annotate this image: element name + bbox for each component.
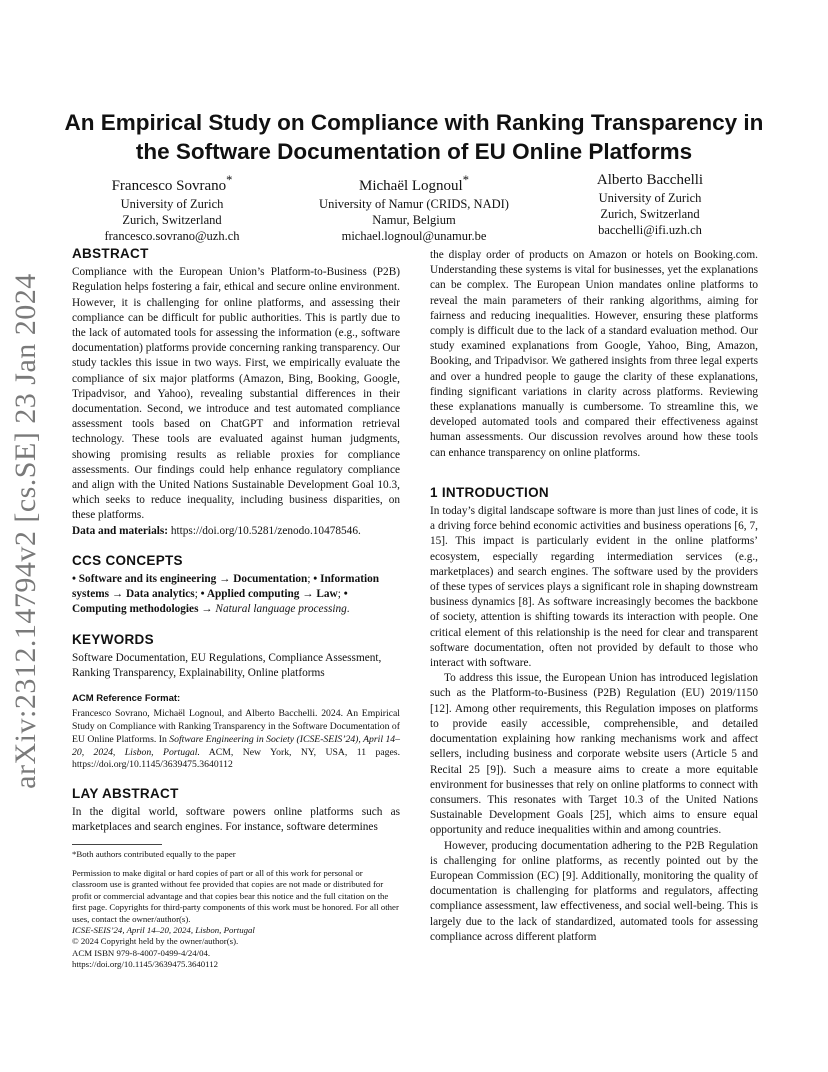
doi-link[interactable]: https://doi.org/10.1145/3639475.3640112	[72, 959, 219, 970]
left-column	[72, 246, 400, 971]
arxiv-id[interactable]: arXiv:2312.14794v2 [cs.SE] 23 Jan 2024	[9, 273, 42, 789]
paper-title: An Empirical Study on Compliance with Ranking Transparency in the Software Documentation of EU Online Platforms	[64, 110, 764, 164]
data-materials	[72, 524, 400, 539]
ccs-item: • Software and its engineering → Documentation	[72, 573, 308, 586]
author-block	[60, 170, 768, 243]
intro-paragraph: In today’s digital landscape software is more than just lines of code, it is a driving force behind economic activities and business operations [6, 7, 15]. This impact is particularly evident in the online platforms’ ecosystem, especially regarding intermediation services (e.g., marketplaces) and search engines. The software used by the providers of these types of services plays a significant role in shaping downstream business dynamics [8]. As software increasingly becomes the backbone of society, attention is shifting towards its interaction with people. One critical element of this relationship is the need for clear and transparent software documentation, often not provided by default to those who interact with software.	[430, 505, 758, 670]
author-email[interactable]: bacchelli@ifi.uzh.ch	[598, 223, 702, 237]
intro-paragraph: However, producing documentation adhering to the P2B Regulation is challenging for online platforms, as recently pointed out by the European Commission (EC) [9]. Additionally, monitoring the quality of documentation is challenging for platforms and regulators, affecting compliance assessment, law effectiveness, and social well-being. This is largely due to the lack of standardized, automated tools for assessing compliance across different platform	[430, 839, 758, 943]
intro-paragraph: To address this issue, the European Union has introduced legislation such as the Platform-to-Business (P2B) Regulation (EU) 2019/1150 [12]. Among other requirements, this Regulation imposes on platforms to provide easily accessible, comprehensible, and detailed documentation explaining how ranking mechanisms work and affect sellers, including business and corporate website users (Article 5 and Recital 25 [9]). Such a measure aims to create a more equitable environment for businesses that rely on online platforms to connect with consumers. This resonates with Target 10.3 of the United Nations Sustainable Development Goals [25], which aims to ensure equal opportunity and reduce inequalities within and among countries.	[430, 672, 758, 837]
keywords-text: Software Documentation, EU Regulations, Compliance Assessment, Ranking Transparency, Explainability, Online platforms	[72, 651, 382, 680]
intro-heading: 1 INTRODUCTION	[430, 484, 549, 500]
ccs-heading: CCS CONCEPTS	[72, 552, 183, 568]
lay-abstract-text-start: In the digital world, software powers online platforms such as marketplaces and search engines. For instance, software determines	[72, 806, 400, 834]
footnote: *Both authors contributed equally to the paper	[72, 848, 236, 859]
author-location: Namur, Belgium	[372, 213, 456, 227]
ccs-concepts: • Software and its engineering → Documentation; • Information systems → Data analytics; • Applied computing → Law; • Computing methodologies → Natural language processing.	[72, 573, 380, 616]
permission-notice: Permission to make digital or hard copies of part or all of this work for personal or classroom use is granted without fee provided that copies are not made or distributed for profit or commercial advantage and that copies bear this notice and the full citation on the first page. Copyrights for third-party components of this work must be honored. For all other uses, contact the owner/author(s).	[72, 868, 399, 924]
author-email[interactable]: francesco.sovrano@uzh.ch	[104, 229, 240, 243]
ccs-item-italic: Natural language processing	[212, 603, 347, 616]
author-1	[82, 170, 262, 244]
author-affiliation: University of Zurich	[598, 191, 702, 205]
author-3	[560, 170, 740, 238]
data-link[interactable]: https://doi.org/10.5281/zenodo.10478546.	[170, 524, 361, 537]
arxiv-watermark	[4, 273, 48, 789]
author-2	[294, 170, 534, 244]
ccs-item: • Applied computing → Law	[200, 588, 338, 601]
data-label: Data and materials:	[72, 524, 169, 537]
acm-ref-text: Francesco Sovrano, Michaël Lognoul, and Alberto Bacchelli. 2024. An Empirical Study on Compliance with Ranking Transparency in the Software Documentation of EU Online Platforms. In Software Engineering in Society (ICSE-SEIS’24), April 14–20, 2024, Lisbon, Portugal. ACM, New York, NY, USA, 11 pages. https://doi.org/10.1145/3639475.3640112	[72, 708, 401, 771]
equal-contrib-mark: *	[226, 173, 233, 187]
footnote-rule	[72, 844, 162, 845]
author-location: Zurich, Switzerland	[600, 207, 700, 221]
author-name: Alberto Bacchelli	[596, 172, 704, 188]
copyright: © 2024 Copyright held by the owner/author(s).	[72, 936, 239, 947]
author-affiliation: University of Namur (CRIDS, NADI)	[319, 197, 509, 211]
equal-contrib-mark: *	[462, 173, 469, 187]
author-name: Francesco Sovrano	[111, 178, 227, 194]
lay-abstract-text-cont: the display order of products on Amazon or hotels on Booking.com. Understanding these systems is vital for businesses, yet the explanations can be complex. The European Union mandates online platforms to reveal the main parameters of their ranking algorithms, aiming for fairness and reducing inequalities. However, ensuring these platforms comply is difficult due to the lack of a standard evaluation method. Our study examined explanations from Google, Yahoo, Bing, Amazon, Booking, and Tripadvisor. We gathered insights from three legal experts and over a hundred people to gauge the clarity of these explanations, finding significant variations in clarity across platforms. Reviewing these explanations manually is cumbersome. To streamline this, we developed automated tools and compared their effectiveness against human assessments. Our discussion revolves around how these tools can enhance transparency on online platforms.	[430, 249, 758, 459]
right-column	[430, 248, 758, 945]
ccs-item: • Computing methodologies →	[72, 588, 348, 616]
author-name: Michaël Lognoul	[359, 178, 463, 194]
abstract-text: Compliance with the European Union’s Platform-to-Business (P2B) Regulation helps fostering a fair, ethical and secure online environment. However, it is challenging for online platforms, and assessing their compliance can be difficult for public authorities. This is partly due to the lack of automated tools for assessing the information (e.g., software documentation) platforms provide concerning ranking transparency. Our study tackles this issue in two ways. First, we empirically evaluate the compliance of six major platforms (Amazon, Bing, Booking, Google, Tripadvisor, and Yahoo), revealing substantial differences in their documentation. Second, we introduce and test automated compliance assessment tools based on ChatGPT and information retrieval technology. These tools are evaluated against human judgments, showing promising results as reliable proxies for compliance assessments. Our findings could help enhance regulatory compliance and align with the United Nations Sustainable Development Goal 10.3, which seeks to reduce inequality, including business disparities, on these platforms.	[72, 266, 400, 522]
ccs-item: • Information systems → Data analytics	[72, 573, 380, 601]
acm-ref-heading: ACM Reference Format:	[72, 693, 181, 705]
author-email[interactable]: michael.lognoul@unamur.be	[341, 229, 487, 243]
venue: ICSE-SEIS’24, April 14–20, 2024, Lisbon, Portugal	[72, 925, 255, 936]
keywords-heading: KEYWORDS	[72, 631, 154, 647]
abstract-heading: ABSTRACT	[72, 246, 149, 261]
lay-abstract-heading: LAY ABSTRACT	[72, 786, 179, 801]
author-affiliation: University of Zurich	[120, 197, 224, 211]
isbn: ACM ISBN 979-8-4007-0499-4/24/04.	[72, 947, 211, 958]
author-location: Zurich, Switzerland	[122, 213, 222, 227]
